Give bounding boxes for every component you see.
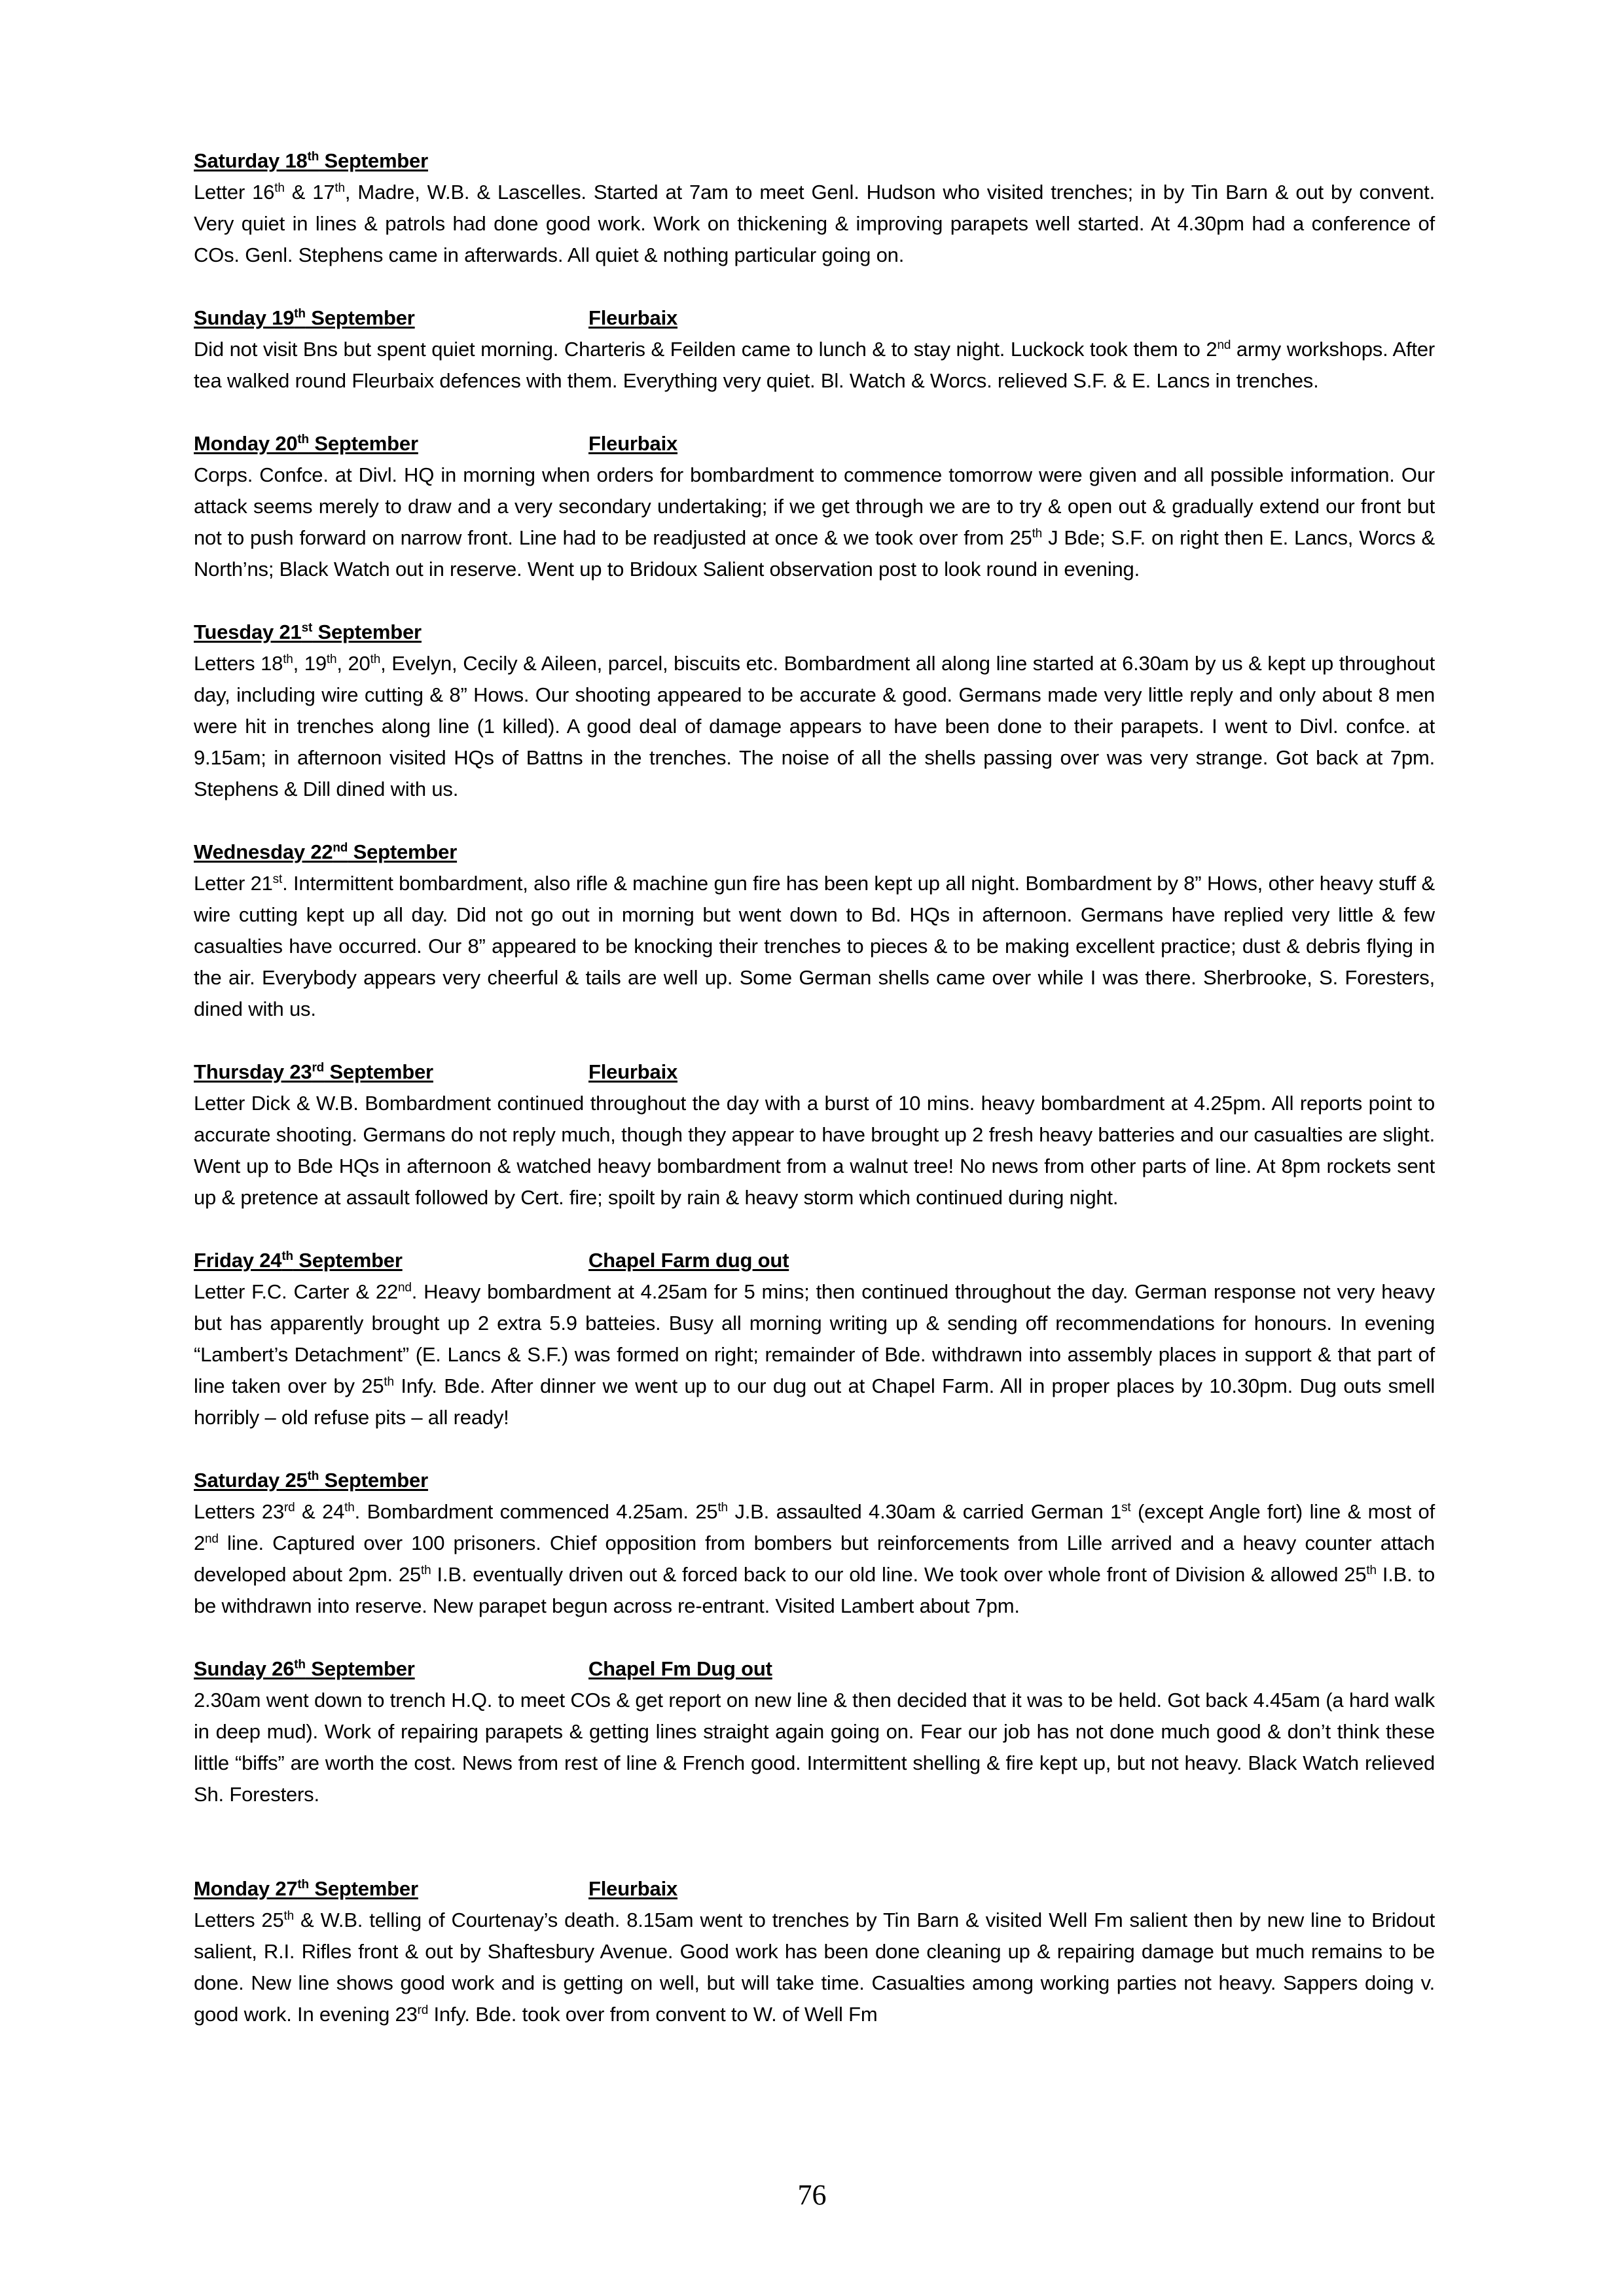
entry-text-run: Letter Dick & W.B. Bombardment continued throughout the day with a burst of 10 mins. heavy bombardment at 4.25pm. All reports point to accurate shooting. Germans do not reply much, though they appear to have brought up 2 fresh heavy batteries and our casualties are slight. Went up to Bde HQs in afternoon & watched heavy bombardment from a walnut tree! No news from other parts of line. At 8pm rockets sent up & pretence at assault followed by Cert. fire; spoilt by rain & heavy storm which continued during night. — [194, 1092, 1435, 1209]
ordinal-superscript: th — [370, 653, 381, 666]
entry-text-run: I.B. to be withdrawn into reserve. New parapet begun across re-entrant. Visited Lambert about 7pm. — [194, 1563, 1435, 1617]
entry-date-ordinal: th — [294, 1658, 306, 1672]
entry-text — [194, 459, 1435, 585]
entry-date-month: September — [305, 306, 415, 329]
entry-text-run: (except Angle fort) line & most of 2 — [194, 1500, 1435, 1554]
entry-text — [194, 1496, 1435, 1622]
entry-text-run: line. Captured over 100 prisoners. Chief opposition from bombers but reinforcements from Lille arrived and a heavy counter attach developed about 2pm. 25 — [194, 1532, 1435, 1586]
entry-text — [194, 1685, 1435, 1810]
entry-text-run: Did not visit Bns but spent quiet morning. Charteris & Feilden came to lunch & to stay night. Luckock took them to 2 — [194, 338, 1218, 361]
entry-heading — [194, 145, 1435, 177]
ordinal-superscript: rd — [417, 2003, 429, 2017]
entry-date-month: September — [319, 1469, 428, 1492]
entry-heading — [194, 1465, 1435, 1496]
ordinal-superscript: th — [334, 181, 345, 195]
entry-date-month: September — [324, 1060, 433, 1083]
entry-date-day: Thursday 23 — [194, 1060, 312, 1083]
entry-location: Fleurbaix — [588, 306, 678, 329]
entry-text-run: Infy. Bde. took over from convent to W. of Well Fm — [428, 2003, 878, 2026]
entry-heading — [194, 1056, 1435, 1088]
entry-date-ordinal: th — [294, 307, 306, 321]
ordinal-superscript: th — [384, 1375, 394, 1389]
entry-text-run: & 17 — [284, 181, 335, 204]
ordinal-superscript: nd — [398, 1281, 412, 1295]
entry-text — [194, 1088, 1435, 1213]
entry-text-run: , Madre, W.B. & Lascelles. Started at 7am to meet Genl. Hudson who visited trenches; in by Tin Barn & out by convent. Very quiet in lines & patrols had done good work. Work on thickening & improving parapets well started. At 4.30pm had a conference of COs. Genl. Stephens came in afterwards. All quiet & nothing particular going on. — [194, 181, 1435, 266]
entry-text — [194, 648, 1435, 805]
entry-location: Fleurbaix — [588, 432, 678, 455]
entry-text — [194, 1276, 1435, 1433]
entry-text-run: 2.30am went down to trench H.Q. to meet COs & get report on new line & then decided that it was to be held. Got back 4.45am (a hard walk in deep mud). Work of repairing parapets & getting lines straight again going on. Fear our job has not done much good & don’t think these little “biffs” are worth the cost. News from rest of line & French good. Intermittent shelling & fire kept up, but not heavy. Black Watch relieved Sh. Foresters. — [194, 1689, 1435, 1806]
entry-location: Fleurbaix — [588, 1877, 678, 1900]
entry-date-day: Wednesday 22 — [194, 840, 333, 863]
entry-date-ordinal: th — [307, 1469, 319, 1483]
entry-date-ordinal: th — [307, 150, 319, 164]
diary-entry — [194, 1245, 1435, 1433]
diary-entry — [194, 428, 1435, 585]
entry-date-ordinal: st — [301, 621, 313, 635]
ordinal-superscript: th — [1032, 527, 1043, 541]
entry-date-ordinal: nd — [333, 841, 348, 855]
entry-date — [194, 1056, 433, 1088]
entry-text-run: Letter 16 — [194, 181, 275, 204]
ordinal-superscript: nd — [1217, 338, 1231, 352]
entry-date — [194, 1245, 403, 1276]
entry-text-run: , 20 — [336, 652, 370, 675]
entry-date-month: September — [308, 1877, 418, 1900]
diary-entry — [194, 617, 1435, 805]
ordinal-superscript: nd — [205, 1532, 219, 1546]
entry-text-run: . Intermittent bombardment, also rifle & machine gun fire has been kept up all night. Bombardment by 8” Hows, other heavy stuff & wire cutting kept up all day. Did not go out in morning but went down to Bd. HQs in afternoon. Germans have replied very little & few casualties have occurred. Our 8” appeared to be knocking their trenches to pieces & to be making excellent practice; dust & debris flying in the air. Everybody appears very cheerful & tails are well up. Some German shells came over while I was there. Sherbrooke, S. Foresters, dined with us. — [194, 872, 1435, 1020]
entry-heading — [194, 302, 1435, 334]
entry-location: Chapel Fm Dug out — [588, 1657, 772, 1680]
entry-date-day: Monday 20 — [194, 432, 298, 455]
entry-text-run: Letter 21 — [194, 872, 273, 895]
entry-heading — [194, 1245, 1435, 1276]
entry-text-run: , Evelyn, Cecily & Aileen, parcel, biscuits etc. Bombardment all along line started at 6.30am by us & kept up throughout day, including wire cutting & 8” Hows. Our shooting appeared to be accurate & good. Germans made very little reply and only about 8 men were hit in trenches along line (1 killed). A good deal of damage appears to have been done to their parapets. I went to Divl. confce. at 9.15am; in afternoon visited HQs of Battns in the trenches. The noise of all the shells passing over was very strange. Got back at 7pm. Stephens & Dill dined with us. — [194, 652, 1435, 800]
entry-text-run: . Bombardment commenced 4.25am. 25 — [354, 1500, 718, 1523]
ordinal-superscript: th — [326, 653, 337, 666]
ordinal-superscript: th — [421, 1564, 431, 1577]
entry-heading — [194, 836, 1435, 868]
entry-date-ordinal: th — [297, 1878, 309, 1892]
entry-date — [194, 302, 415, 334]
ordinal-superscript: st — [1121, 1501, 1131, 1515]
entry-text-run: & 24 — [295, 1500, 345, 1523]
entry-heading — [194, 428, 1435, 459]
entry-text-run: . Heavy bombardment at 4.25am for 5 mins; then continued throughout the day. German response not very heavy but has apparently brought up 2 extra 5.9 batteies. Busy all morning writing up & sending off recommendations for honours. In evening “Lambert’s Detachment” (E. Lancs & S.F.) was formed on right; remainder of Bde. withdrawn into assembly places in support & that part of line taken over by 25 — [194, 1280, 1435, 1397]
entry-location: Chapel Farm dug out — [588, 1249, 789, 1272]
entry-date-ordinal: rd — [312, 1061, 325, 1075]
diary-entry — [194, 302, 1435, 397]
entry-date — [194, 1653, 415, 1685]
entry-date-day: Tuesday 21 — [194, 620, 302, 643]
ordinal-superscript: st — [272, 872, 283, 886]
entry-text-run: Letters 25 — [194, 1909, 284, 1931]
entry-text-run: Letters 18 — [194, 652, 283, 675]
entry-date — [194, 836, 457, 868]
entry-text — [194, 334, 1435, 397]
entry-location: Fleurbaix — [588, 1060, 678, 1083]
entry-heading — [194, 1653, 1435, 1685]
entry-date-ordinal: th — [297, 433, 309, 446]
entry-heading — [194, 1873, 1435, 1905]
entry-date — [194, 1465, 428, 1496]
entry-date — [194, 428, 418, 459]
diary-entry — [194, 1653, 1435, 1810]
entry-heading — [194, 617, 1435, 648]
entry-date-month: September — [319, 149, 428, 172]
entry-date-day: Sunday 26 — [194, 1657, 295, 1680]
entry-date-month: September — [348, 840, 458, 863]
ordinal-superscript: th — [717, 1501, 728, 1515]
ordinal-superscript: th — [283, 653, 293, 666]
entry-date-ordinal: th — [281, 1249, 293, 1263]
entry-text-run: I.B. eventually driven out & forced back to our old line. We took over whole front of Division & allowed 25 — [431, 1563, 1367, 1586]
entry-date — [194, 1873, 418, 1905]
entry-date-month: September — [308, 432, 418, 455]
entry-date-day: Monday 27 — [194, 1877, 298, 1900]
entry-text — [194, 177, 1435, 271]
entry-date-day: Friday 24 — [194, 1249, 282, 1272]
entry-text — [194, 868, 1435, 1025]
entry-date-month: September — [293, 1249, 403, 1272]
entry-date-month: September — [305, 1657, 415, 1680]
ordinal-superscript: th — [283, 1909, 294, 1923]
diary-entry — [194, 1873, 1435, 2030]
entry-text-run: army workshops. After tea walked round Fleurbaix defences with them. Everything very quiet. Bl. Watch & Worcs. relieved S.F. & E. Lancs in trenches. — [194, 338, 1435, 392]
entry-text-run: Infy. Bde. After dinner we went up to our dug out at Chapel Farm. All in proper places by 10.30pm. Dug outs smell horribly – old refuse pits – all ready! — [194, 1374, 1435, 1429]
entry-date-day: Saturday 25 — [194, 1469, 308, 1492]
diary-entry — [194, 1465, 1435, 1622]
diary-entry — [194, 836, 1435, 1025]
diary-entry — [194, 145, 1435, 271]
entry-date — [194, 145, 428, 177]
entry-text-run: J Bde; S.F. on right then E. Lancs, Worcs & North’ns; Black Watch out in reserve. Went up to Bridoux Salient observation post to look round in evening. — [194, 526, 1435, 581]
entry-date-day: Sunday 19 — [194, 306, 295, 329]
diary-page — [194, 145, 1435, 2062]
ordinal-superscript: th — [274, 181, 285, 195]
entry-text-run: Letter F.C. Carter & 22 — [194, 1280, 398, 1303]
ordinal-superscript: rd — [284, 1501, 295, 1515]
entry-date-month: September — [312, 620, 422, 643]
entry-date-day: Saturday 18 — [194, 149, 308, 172]
diary-entry — [194, 1056, 1435, 1213]
entry-text-run: & W.B. telling of Courtenay’s death. 8.15am went to trenches by Tin Barn & visited Well Fm salient then by new line to Bridout salient, R.I. Rifles front & out by Shaftesbury Avenue. Good work has been done cleaning up & repairing damage but much remains to be done. New line shows good work and is getting on well, but will take time. Casualties among working parties not heavy. Sappers doing v. good work. In evening 23 — [194, 1909, 1435, 2026]
entry-date — [194, 617, 422, 648]
entry-text-run: Letters 23 — [194, 1500, 284, 1523]
page-number: 76 — [797, 2179, 827, 2211]
entry-text-run: , 19 — [293, 652, 327, 675]
entry-text-run: Corps. Confce. at Divl. HQ in morning when orders for bombardment to commence tomorrow were given and all possible information. Our attack seems merely to draw and a very secondary undertaking; if we get through we are to try & open out & gradually extend our front but not to push forward on narrow front. Line had to be readjusted at once & we took over from 25 — [194, 463, 1435, 549]
ordinal-superscript: th — [344, 1501, 355, 1515]
entry-text-run: J.B. assaulted 4.30am & carried German 1 — [727, 1500, 1122, 1523]
ordinal-superscript: th — [1366, 1564, 1377, 1577]
entry-text — [194, 1905, 1435, 2030]
